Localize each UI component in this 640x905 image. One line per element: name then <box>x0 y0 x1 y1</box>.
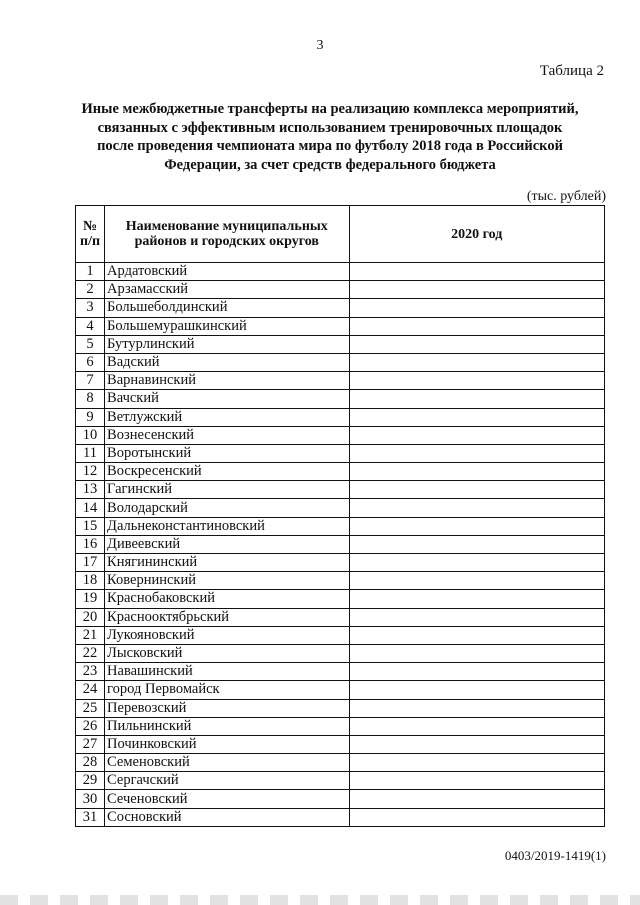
row-name: Сеченовский <box>105 790 349 808</box>
row-name: Навашинский <box>105 663 349 681</box>
table-row <box>76 572 605 590</box>
row-name: Бутурлинский <box>105 335 349 353</box>
row-value <box>349 317 605 335</box>
row-name: Ковернинский <box>105 572 349 590</box>
row-value <box>349 335 605 353</box>
row-number: 3 <box>76 299 105 317</box>
table-row <box>76 608 605 626</box>
table-row <box>76 772 605 790</box>
row-value <box>349 626 605 644</box>
row-value <box>349 572 605 590</box>
row-name: Перевозский <box>105 699 349 717</box>
row-value <box>349 281 605 299</box>
row-name: Большеболдинский <box>105 299 349 317</box>
document-code: 0403/2019-1419(1) <box>504 848 606 863</box>
row-number: 12 <box>76 463 105 481</box>
table-row <box>76 499 605 517</box>
row-number: 29 <box>76 772 105 790</box>
row-value <box>349 372 605 390</box>
table-row <box>76 390 605 408</box>
row-value <box>349 590 605 608</box>
table-row <box>76 426 605 444</box>
row-number: 15 <box>76 517 105 535</box>
table-row <box>76 481 605 499</box>
row-value <box>349 517 605 535</box>
document-title: Иные межбюджетные трансферты на реализацию комплекса мероприятий, связанных с эффективным использованием тренировочных площадок после проведения чемпионата мира по футболу 2018 года в Российской Федерации, за счет средств федерального бюджета <box>81 101 579 173</box>
row-number: 11 <box>76 444 105 462</box>
row-value <box>349 754 605 772</box>
row-name: Дальнеконстантиновский <box>105 517 349 535</box>
row-name: Вознесенский <box>105 426 349 444</box>
row-name: Ветлужский <box>105 408 349 426</box>
row-value <box>349 663 605 681</box>
row-value <box>349 353 605 371</box>
row-value <box>349 299 605 317</box>
row-number: 5 <box>76 335 105 353</box>
row-number: 13 <box>76 481 105 499</box>
table-row <box>76 317 605 335</box>
row-number: 4 <box>76 317 105 335</box>
table-row <box>76 517 605 535</box>
row-name: Воротынский <box>105 444 349 462</box>
row-number: 21 <box>76 626 105 644</box>
table-row <box>76 663 605 681</box>
table-header-row <box>76 206 605 263</box>
row-value <box>349 554 605 572</box>
table-row <box>76 444 605 462</box>
table-row <box>76 790 605 808</box>
row-name: Варнавинский <box>105 372 349 390</box>
table-row <box>76 263 605 281</box>
row-name: Семеновский <box>105 754 349 772</box>
header-number: № п/п <box>76 206 105 263</box>
row-name: Сергачский <box>105 772 349 790</box>
row-value <box>349 644 605 662</box>
scan-bottom-strip <box>0 895 640 905</box>
table-row <box>76 699 605 717</box>
row-value <box>349 772 605 790</box>
row-name: Большемурашкинский <box>105 317 349 335</box>
row-number: 27 <box>76 735 105 753</box>
row-number: 14 <box>76 499 105 517</box>
row-name: Лысковский <box>105 644 349 662</box>
row-number: 6 <box>76 353 105 371</box>
table-row <box>76 353 605 371</box>
table-row <box>76 281 605 299</box>
row-name: Лукояновский <box>105 626 349 644</box>
row-name: Княгининский <box>105 554 349 572</box>
row-number: 9 <box>76 408 105 426</box>
table-row <box>76 408 605 426</box>
row-name: Краснооктябрьский <box>105 608 349 626</box>
row-number: 26 <box>76 717 105 735</box>
row-name: Арзамасский <box>105 281 349 299</box>
row-name: Починковский <box>105 735 349 753</box>
row-value <box>349 499 605 517</box>
row-name: Вадский <box>105 353 349 371</box>
row-number: 2 <box>76 281 105 299</box>
row-name: Сосновский <box>105 808 349 826</box>
row-number: 24 <box>76 681 105 699</box>
row-name: город Первомайск <box>105 681 349 699</box>
row-value <box>349 790 605 808</box>
row-value <box>349 808 605 826</box>
row-name: Краснобаковский <box>105 590 349 608</box>
row-value <box>349 263 605 281</box>
table-row <box>76 644 605 662</box>
table-row <box>76 335 605 353</box>
row-value <box>349 681 605 699</box>
header-name: Наименование муниципальных районов и городских округов <box>105 206 349 263</box>
table-row <box>76 735 605 753</box>
row-number: 18 <box>76 572 105 590</box>
row-number: 20 <box>76 608 105 626</box>
table-label: Таблица 2 <box>539 63 604 79</box>
row-value <box>349 481 605 499</box>
row-value <box>349 535 605 553</box>
row-number: 28 <box>76 754 105 772</box>
row-name: Володарский <box>105 499 349 517</box>
row-value <box>349 699 605 717</box>
table-row <box>76 717 605 735</box>
table-row <box>76 463 605 481</box>
row-number: 16 <box>76 535 105 553</box>
units-label: (тыс. рублей) <box>526 189 606 204</box>
row-name: Ардатовский <box>105 263 349 281</box>
row-value <box>349 608 605 626</box>
table-row <box>76 681 605 699</box>
row-value <box>349 426 605 444</box>
row-value <box>349 390 605 408</box>
table-row <box>76 590 605 608</box>
row-number: 22 <box>76 644 105 662</box>
header-year: 2020 год <box>349 206 605 263</box>
page-number: 3 <box>316 38 324 53</box>
row-number: 25 <box>76 699 105 717</box>
row-number: 8 <box>76 390 105 408</box>
table-row <box>76 754 605 772</box>
row-name: Дивеевский <box>105 535 349 553</box>
row-number: 10 <box>76 426 105 444</box>
row-name: Воскресенский <box>105 463 349 481</box>
row-value <box>349 717 605 735</box>
row-value <box>349 463 605 481</box>
row-name: Вачский <box>105 390 349 408</box>
row-value <box>349 735 605 753</box>
table-row <box>76 808 605 826</box>
table-body <box>76 263 605 827</box>
row-number: 30 <box>76 790 105 808</box>
table-row <box>76 372 605 390</box>
row-number: 1 <box>76 263 105 281</box>
table-row <box>76 299 605 317</box>
row-name: Пильнинский <box>105 717 349 735</box>
row-number: 23 <box>76 663 105 681</box>
table-row <box>76 554 605 572</box>
transfers-table <box>75 205 605 827</box>
row-value <box>349 444 605 462</box>
row-value <box>349 408 605 426</box>
row-number: 17 <box>76 554 105 572</box>
row-number: 7 <box>76 372 105 390</box>
row-number: 19 <box>76 590 105 608</box>
table-row <box>76 535 605 553</box>
table-row <box>76 626 605 644</box>
row-number: 31 <box>76 808 105 826</box>
row-name: Гагинский <box>105 481 349 499</box>
